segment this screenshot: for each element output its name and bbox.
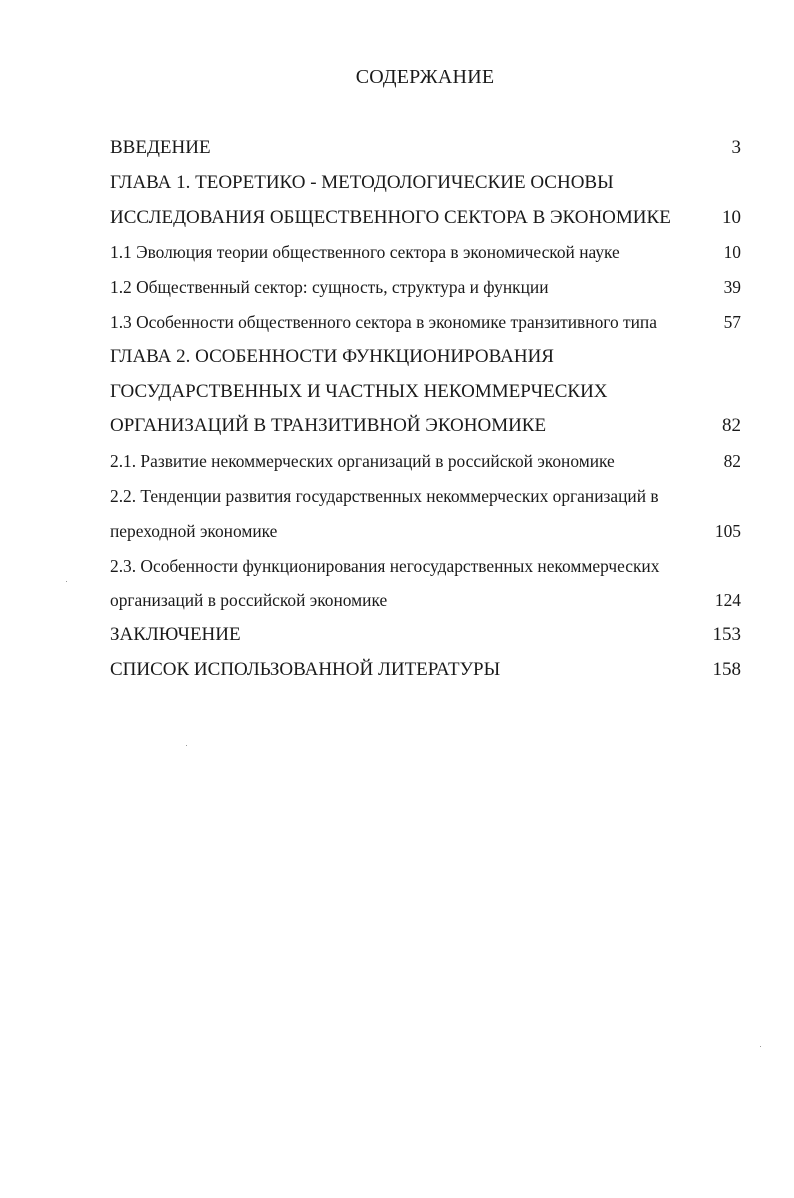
toc-entry-section-2-3-cont[interactable] xyxy=(110,583,741,618)
toc-entry-title: 2.2. Тенденции развития государственных некоммерческих организаций в xyxy=(110,485,659,506)
scan-speck xyxy=(760,1046,761,1047)
toc-entry-title: 1.3 Особенности общественного сектора в экономике транзитивного типа xyxy=(110,311,657,332)
toc-page-number: 57 xyxy=(723,311,741,332)
toc-entry-section-2-1[interactable] xyxy=(110,444,741,479)
toc-entry-chapter-2-cont-2[interactable] xyxy=(110,409,741,444)
toc-entry-title: ВВЕДЕНИЕ xyxy=(110,137,211,158)
toc-entry-introduction[interactable] xyxy=(110,131,741,166)
page-title: СОДЕРЖАНИЕ xyxy=(355,66,495,88)
toc-entry-title: 2.1. Развитие некоммерческих организаций в российской экономике xyxy=(110,451,615,472)
toc-entry-section-2-2[interactable] xyxy=(110,479,741,514)
toc-entry-title: СПИСОК ИСПОЛЬЗОВАННОЙ ЛИТЕРАТУРЫ xyxy=(110,658,501,680)
toc-entry-title: переходной экономике xyxy=(110,520,278,541)
toc-entry-title: ГОСУДАРСТВЕННЫХ И ЧАСТНЫХ НЕКОММЕРЧЕСКИХ xyxy=(110,380,608,402)
toc-entry-conclusion[interactable] xyxy=(110,618,741,653)
scan-speck xyxy=(186,745,187,746)
toc-entry-chapter-2[interactable] xyxy=(110,340,741,375)
toc-page-number: 82 xyxy=(723,451,741,472)
toc-page-number: 3 xyxy=(731,137,741,158)
toc-entry-chapter-1[interactable] xyxy=(110,166,741,201)
toc-entry-section-2-2-cont[interactable] xyxy=(110,514,741,549)
toc-entry-section-1-2[interactable] xyxy=(110,270,741,305)
toc-page-number: 39 xyxy=(723,277,741,298)
toc-page-number: 10 xyxy=(723,242,741,263)
toc-entry-title: ЗАКЛЮЧЕНИЕ xyxy=(110,624,241,646)
toc-page-number: 82 xyxy=(722,415,741,437)
toc-entry-title: ГЛАВА 1. ТЕОРЕТИКО - МЕТОДОЛОГИЧЕСКИЕ ОСНОВЫ xyxy=(110,171,614,193)
toc-page-number: 124 xyxy=(714,590,741,611)
toc-entry-bibliography[interactable] xyxy=(110,653,741,688)
toc-entry-chapter-1-cont[interactable] xyxy=(110,201,741,236)
toc-entry-title: 1.1 Эволюция теории общественного сектора в экономической науке xyxy=(110,242,620,263)
toc-entry-title: 1.2 Общественный сектор: сущность, структура и функции xyxy=(110,277,549,298)
toc-entry-title: ОРГАНИЗАЦИЙ В ТРАНЗИТИВНОЙ ЭКОНОМИКЕ xyxy=(110,415,547,437)
toc-entry-section-1-3[interactable] xyxy=(110,305,741,340)
toc-page-number: 153 xyxy=(712,624,741,646)
scan-speck xyxy=(66,581,67,582)
toc-entry-title: ГЛАВА 2. ОСОБЕННОСТИ ФУНКЦИОНИРОВАНИЯ xyxy=(110,345,554,367)
toc-entry-title: 2.3. Особенности функционирования негосударственных некоммерческих xyxy=(110,555,660,576)
table-of-contents xyxy=(110,131,741,688)
toc-entry-section-1-1[interactable] xyxy=(110,235,741,270)
toc-entry-title: организаций в российской экономике xyxy=(110,590,388,611)
toc-page-number: 105 xyxy=(714,520,741,541)
toc-entry-section-2-3[interactable] xyxy=(110,549,741,584)
toc-page-number: 10 xyxy=(722,206,741,228)
toc-entry-title: ИССЛЕДОВАНИЯ ОБЩЕСТВЕННОГО СЕКТОРА В ЭКОНОМИКЕ xyxy=(110,206,671,228)
toc-page-number: 158 xyxy=(712,658,741,680)
toc-entry-chapter-2-cont[interactable] xyxy=(110,375,741,410)
